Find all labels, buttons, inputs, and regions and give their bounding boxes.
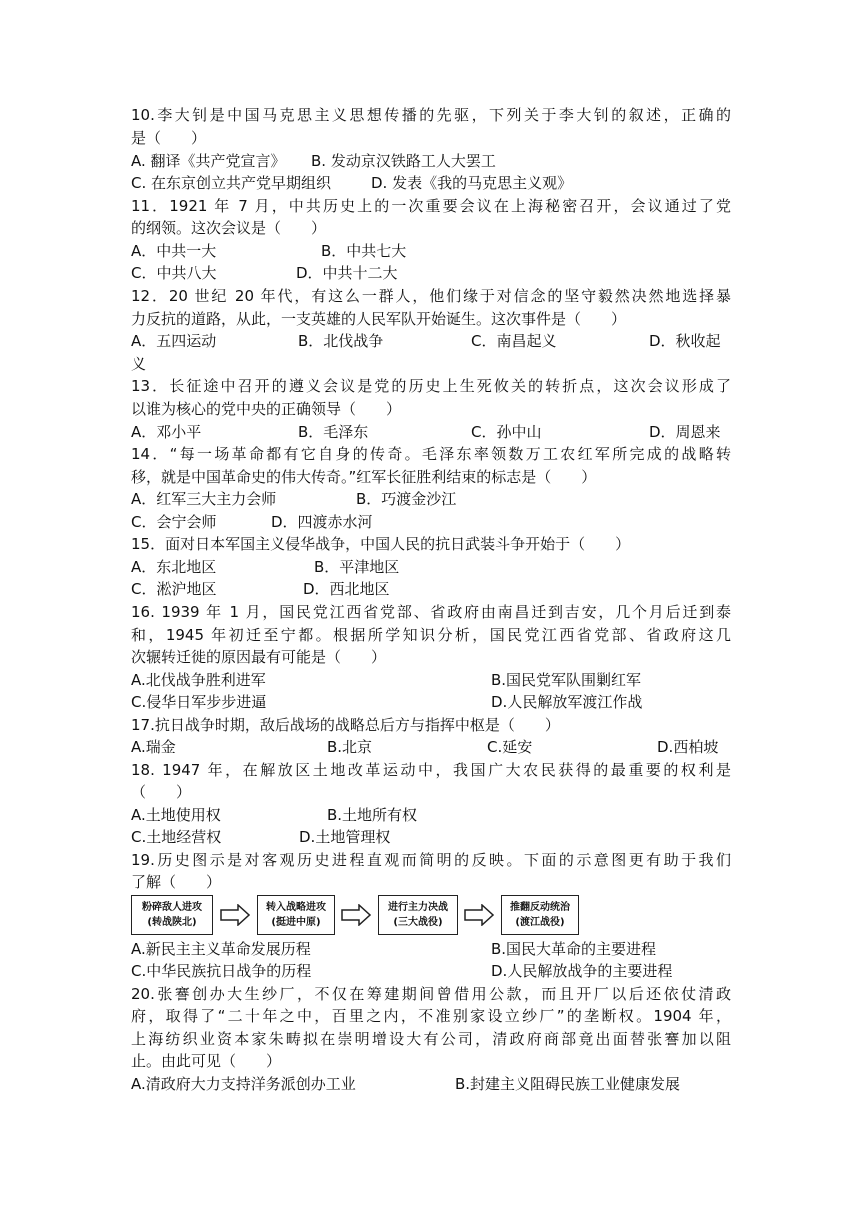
- q17-option-a[interactable]: A.瑞金: [131, 738, 176, 756]
- q17-option-b[interactable]: B.北京: [327, 738, 373, 756]
- flow-step-3: [378, 895, 458, 935]
- q11-option-b[interactable]: B．中共七大: [321, 242, 407, 260]
- q18-stem-line2: （ ）: [131, 783, 192, 801]
- q18-options-row1: [131, 804, 731, 827]
- q19-stem-line1: 19.历史图示是对客观历史进程直观而简明的反映。下面的示意图更有助于我们: [131, 851, 731, 869]
- q18-option-b[interactable]: B.土地所有权: [327, 806, 418, 824]
- q12-stem-line1: 12．20 世纪 20 年代，有这么一群人，他们缘于对信念的坚守毅然决然地选择暴: [131, 287, 731, 305]
- q18-option-d[interactable]: D.土地管理权: [299, 828, 391, 846]
- q15-option-c[interactable]: C．淞沪地区: [131, 580, 217, 598]
- flow-step-2: [257, 895, 335, 935]
- q20-stem-line1: 20.张謇创办大生纱厂，不仅在筹建期间曾借用公款，而且开厂以后还依仗清政: [131, 985, 731, 1003]
- q20-stem-line2: 府，取得了“二十年之中，百里之内，不准别家设立纱厂”的垄断权。1904 年，: [131, 1007, 731, 1025]
- flow-step-2-top: 转入战略进攻: [266, 902, 326, 913]
- q12-option-b[interactable]: B．北伐战争: [298, 332, 384, 350]
- q16-stem-line2: 和，1945 年初迁至宁都。根据所学知识分析，国民党江西省党部、省政府这几: [131, 626, 731, 644]
- q10-option-b[interactable]: B. 发动京汉铁路工人大罢工: [311, 152, 496, 170]
- q16-stem-line3: 次辗转迁徙的原因最有可能是（ ）: [131, 648, 387, 666]
- q12-option-a[interactable]: A．五四运动: [131, 332, 217, 350]
- q20-option-a[interactable]: A.清政府大力支持洋务派创办工业: [131, 1075, 356, 1093]
- q18-stem-line1: 18. 1947 年，在解放区土地改革运动中，我国广大农民获得的最重要的权利是: [131, 761, 731, 779]
- q19-option-d[interactable]: D.人民解放战争的主要进程: [491, 962, 673, 980]
- q17-stem-line1: 17.抗日战争时期，敌后战场的战略总后方与指挥中枢是（ ）: [131, 716, 560, 734]
- q19-options-row2: [131, 960, 731, 983]
- q20-options-row1: [131, 1073, 731, 1096]
- q14-option-b[interactable]: B．巧渡金沙江: [356, 490, 457, 508]
- q16-options-row2: [131, 691, 731, 714]
- q15-options-row2: [131, 578, 731, 601]
- q10-option-c[interactable]: C. 在东京创立共产党早期组织: [131, 174, 332, 192]
- q11-options-row1: [131, 240, 731, 263]
- q14-option-c[interactable]: C．会宁会师: [131, 513, 217, 531]
- flow-arrow-1-icon: [220, 904, 250, 926]
- q10-option-d[interactable]: D. 发表《我的马克思主义观》: [371, 174, 573, 192]
- q14-options-row1: [131, 488, 731, 511]
- q19-options-row1: [131, 938, 731, 961]
- q15-option-d[interactable]: D．西北地区: [303, 580, 390, 598]
- q11-stem-line2: 的纲领。这次会议是（ ）: [131, 219, 327, 237]
- q16-options-row1: [131, 669, 731, 692]
- flow-step-1: [131, 895, 213, 935]
- flow-step-2-bottom: (挺进中原): [271, 917, 321, 928]
- flow-step-1-bottom: (转战陕北): [147, 917, 197, 928]
- q16-option-c[interactable]: C.侵华日军步步进逼: [131, 693, 267, 711]
- q10-option-a[interactable]: A. 翻译《共产党宣言》: [131, 152, 286, 170]
- flow-arrow-2-icon: [341, 904, 371, 926]
- q13-stem-line2: 以谁为核心的党中央的正确领导（ ）: [131, 400, 402, 418]
- flow-step-4-bottom: (渡江战役): [515, 917, 565, 928]
- q19-stem-line2: 了解（ ）: [131, 873, 222, 891]
- q12-stem-line2: 力反抗的道路，从此，一支英雄的人民军队开始诞生。这次事件是（ ）: [131, 310, 627, 328]
- q12-option-c[interactable]: C．南昌起义: [471, 332, 557, 350]
- q17-options-row1: [131, 736, 731, 759]
- q12-option-d-wrap: 义: [131, 355, 147, 373]
- q10-options-row1: [131, 150, 731, 173]
- flow-step-4-top: 推翻反动统治: [510, 902, 570, 913]
- q13-option-b[interactable]: B．毛泽东: [298, 423, 369, 441]
- q18-options-row2: [131, 826, 731, 849]
- q11-options-row2: [131, 262, 731, 285]
- q12-options-row1: [131, 330, 731, 353]
- q11-option-d[interactable]: D．中共十二大: [296, 264, 398, 282]
- q16-stem-line1: 16. 1939 年 1 月，国民党江西省党部、省政府由南昌迁到吉安，几个月后迁到泰: [131, 603, 731, 621]
- q10-stem-line2: 是（ ）: [131, 129, 207, 147]
- q14-stem-line1: 14．“每一场革命都有它自身的传奇。毛泽东率领数万工农红军所完成的战略转: [131, 445, 731, 463]
- q18-option-a[interactable]: A.土地使用权: [131, 806, 221, 824]
- q14-option-d[interactable]: D．四渡赤水河: [271, 513, 373, 531]
- q14-stem-line2: 移，就是中国革命史的伟大传奇。”红军长征胜利结束的标志是（ ）: [131, 468, 597, 486]
- q13-options-row1: [131, 421, 731, 444]
- q10-stem-line1: 10.李大钊是中国马克思主义思想传播的先驱，下列关于李大钊的叙述，正确的: [131, 106, 731, 124]
- flow-step-1-top: 粉碎敌人进攻: [142, 902, 202, 913]
- q15-stem-line1: 15．面对日本军国主义侵华战争，中国人民的抗日武装斗争开始于（ ）: [131, 535, 631, 553]
- q19-flow-diagram: [131, 895, 581, 937]
- q13-option-a[interactable]: A．邓小平: [131, 423, 202, 441]
- q13-option-c[interactable]: C．孙中山: [471, 423, 542, 441]
- q19-option-a[interactable]: A.新民主主义革命发展历程: [131, 940, 311, 958]
- q13-stem-line1: 13．长征途中召开的遵义会议是党的历史上生死攸关的转折点，这次会议形成了: [131, 377, 731, 395]
- q16-option-d[interactable]: D.人民解放军渡江作战: [491, 693, 643, 711]
- q20-option-b[interactable]: B.封建主义阻碍民族工业健康发展: [455, 1075, 681, 1093]
- q15-option-b[interactable]: B．平津地区: [314, 558, 400, 576]
- q19-option-b[interactable]: B.国民大革命的主要进程: [491, 940, 657, 958]
- q20-stem-line4: 止。由此可见（ ）: [131, 1052, 282, 1070]
- q15-option-a[interactable]: A．东北地区: [131, 558, 217, 576]
- q13-option-d[interactable]: D．周恩来: [649, 423, 721, 441]
- q10-options-row2: [131, 172, 731, 195]
- q18-option-c[interactable]: C.土地经营权: [131, 828, 222, 846]
- q12-option-d[interactable]: D．秋收起: [649, 332, 721, 350]
- flow-step-3-top: 进行主力决战: [388, 902, 448, 913]
- q15-options-row1: [131, 556, 731, 579]
- flow-step-3-bottom: (三大战役): [393, 917, 443, 928]
- q17-option-d[interactable]: D.西柏坡: [657, 738, 719, 756]
- q17-option-c[interactable]: C.延安: [487, 738, 533, 756]
- flow-arrow-3-icon: [464, 904, 494, 926]
- q19-option-c[interactable]: C.中华民族抗日战争的历程: [131, 962, 312, 980]
- q16-option-b[interactable]: B.国民党军队围剿红军: [491, 671, 642, 689]
- q20-stem-line3: 上海纺织业资本家朱畴拟在崇明增设大有公司，清政府商部竟出面替张謇加以阻: [131, 1030, 731, 1048]
- q14-options-row2: [131, 511, 731, 534]
- q11-option-a[interactable]: A．中共一大: [131, 242, 217, 260]
- q11-option-c[interactable]: C．中共八大: [131, 264, 217, 282]
- q14-option-a[interactable]: A．红军三大主力会师: [131, 490, 277, 508]
- flow-step-4: [501, 895, 579, 935]
- q11-stem-line1: 11．1921 年 7 月，中共历史上的一次重要会议在上海秘密召开，会议通过了党: [131, 197, 731, 215]
- q16-option-a[interactable]: A.北伐战争胜利进军: [131, 671, 266, 689]
